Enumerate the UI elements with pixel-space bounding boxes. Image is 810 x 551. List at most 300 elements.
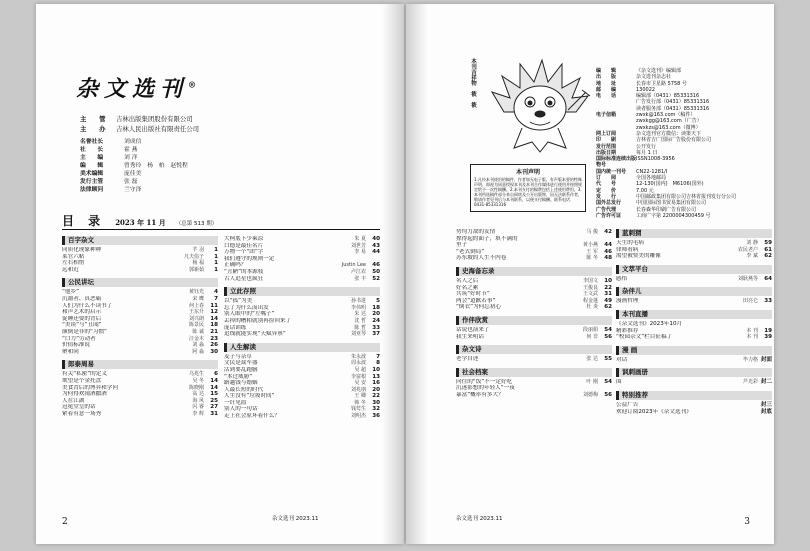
toc-entry[interactable] [62, 260, 218, 267]
entry-author: 王东升 [188, 309, 204, 316]
entry-page: 13 [372, 373, 380, 380]
toc-section [62, 236, 218, 273]
entry-page: 10 [372, 366, 380, 373]
entry-author: 张 丰 [354, 275, 366, 282]
section-heading: 杂伴儿 [616, 287, 772, 296]
entry-author: 乌兆生 [188, 371, 204, 378]
entry-title: 莱官六帖 [62, 253, 85, 260]
entry-title: 精彩推荐 [616, 327, 639, 334]
entry-page: 26 [210, 342, 218, 349]
entry-page: 14 [210, 384, 218, 391]
entry-title: 我生来明话 [456, 333, 484, 340]
entry-title: 我们遵守的规则一定 [224, 255, 275, 262]
toc-entry[interactable] [62, 289, 218, 296]
toc-section [62, 278, 218, 355]
toc-entry[interactable] [224, 380, 380, 387]
entry-page: 52 [372, 275, 380, 282]
info-label: 国内统一刊号 [596, 168, 627, 175]
entry-author: 海 风 [192, 397, 204, 404]
toc-column-3 [456, 229, 612, 404]
info-row [80, 186, 330, 194]
entry-title: 为何得欢闹酒撒酒 [62, 391, 107, 398]
toc-column-2 [224, 236, 380, 425]
entry-title: 美食背后的博弈和学问 [62, 384, 118, 391]
entry-author: 王文武 [582, 291, 598, 298]
toc-title: 目 录 [62, 214, 106, 228]
section-heading: 作伴欣赏 [456, 316, 612, 325]
entry-author: 沈 哲 [354, 317, 366, 324]
toc-section [224, 343, 380, 420]
toc-entry[interactable] [224, 269, 380, 276]
entry-page: 15 [210, 391, 218, 398]
toc-entry[interactable] [224, 367, 380, 374]
entry-author: 刘 淼 [192, 342, 204, 349]
entry-author: 李伟明 [350, 304, 366, 311]
info-label: 国外总发行 [596, 200, 622, 207]
entry-title: 聚和同 [62, 348, 79, 355]
toc-entry[interactable] [224, 262, 380, 269]
toc-entry[interactable] [62, 342, 218, 349]
publication-info [596, 68, 756, 219]
toc-section [616, 287, 772, 305]
toc-entry[interactable] [616, 240, 772, 247]
toc-entry[interactable] [62, 329, 218, 336]
entry-author: 黄钰光 [188, 289, 204, 296]
section-heading: 本刊直播 [616, 310, 772, 319]
entry-title: 公益广告 [616, 401, 639, 408]
toc-entry[interactable] [62, 309, 218, 316]
section-heading: 杂文诗 [456, 345, 612, 354]
entry-page: 40 [372, 236, 380, 242]
toc-section [616, 346, 772, 364]
entry-page: 16 [372, 380, 380, 387]
toc-entry[interactable] [616, 402, 772, 409]
entry-author: 钱莺生 [350, 406, 366, 413]
entry-title: 天生的毛病 [616, 240, 644, 246]
entry-author: 吴 超 [354, 366, 366, 373]
toc-entry[interactable] [616, 276, 772, 283]
entry-page: 10 [604, 277, 612, 284]
info-value: 霍 燕 [124, 147, 138, 153]
entry-author: 吴 冬 [192, 377, 204, 384]
hedgehog-mascot-icon [484, 52, 594, 156]
entry-page: 31 [210, 410, 218, 417]
info-row [80, 124, 330, 134]
entry-page: 49 [604, 297, 612, 304]
entry-page: 46 [372, 262, 380, 269]
info-value: 庞佳美 [124, 171, 142, 177]
entry-author: 王俊良 [582, 284, 598, 291]
page-number: 2 [62, 517, 68, 527]
entry-author: 宋 鹰 [192, 295, 204, 302]
toc-entry[interactable] [62, 378, 218, 385]
entry-title: 有关“私密”的定义 [62, 371, 107, 378]
info-label: 社 长 [80, 147, 104, 153]
entry-title: 势均力敌的友情 [456, 229, 496, 235]
issue-date: 2023 年 11 月 [115, 218, 166, 227]
entry-title: 别人眼中的“左嘴子” [224, 311, 275, 318]
toc-section [616, 368, 772, 386]
toc-entry[interactable] [62, 404, 218, 411]
entry-page: 30 [210, 348, 218, 355]
toc-entry[interactable] [456, 229, 612, 236]
entry-author: 周永波 [350, 360, 366, 367]
info-value: 刘 洋 [124, 155, 138, 161]
toc-entry[interactable] [62, 391, 218, 398]
toc-entry[interactable] [224, 318, 380, 325]
entry-title: 暴富”概率有多大？ [456, 391, 504, 398]
section-heading: 蓝刺猬 [616, 229, 772, 238]
entry-page: 62 [764, 253, 772, 260]
entry-title: 价值标准说 [62, 342, 90, 349]
entry-page: 59 [764, 240, 772, 246]
info-label: 主 办 [80, 125, 106, 133]
entry-page: 56 [604, 391, 612, 398]
entry-author: 本 刊 [746, 334, 758, 341]
entry-author: 陈 冬 [586, 255, 598, 262]
toc-entry[interactable] [62, 371, 218, 378]
entry-author: 本 刊 [746, 327, 758, 334]
entry-author: 郭新茹 [188, 266, 204, 273]
info-value: 兰守泽 [124, 187, 142, 193]
entry-author: 陈晓刚 [188, 384, 204, 391]
info-row [80, 146, 330, 154]
toc-entry[interactable] [456, 385, 612, 392]
toc-entry[interactable] [616, 334, 772, 341]
entry-author: 李 易 [354, 249, 366, 256]
entry-author: 何 非 [586, 333, 598, 340]
entry-title: 围 [616, 379, 622, 386]
toc-entry[interactable] [224, 236, 380, 243]
toc-entry[interactable] [456, 291, 612, 298]
info-value: 曾秀玲 杨 柏 赵悦程 [124, 163, 188, 169]
entry-author: 韩 冬 [354, 399, 366, 406]
entry-title: 麦子与杂草 [224, 353, 252, 360]
section-heading: 人生解读 [224, 343, 380, 352]
info-label: 主 管 [80, 115, 106, 123]
toc-entry[interactable] [616, 409, 772, 416]
entry-page: 23 [210, 335, 218, 342]
entry-title: 丢掉的糟粕就别再捡回来了 [224, 317, 292, 324]
entry-author: 阿 淼 [192, 348, 204, 355]
toc-section [616, 310, 772, 341]
entry-page: 18 [210, 322, 218, 329]
info-label: 代 号 [596, 181, 617, 188]
entry-title: 共筑“好时节” [456, 291, 490, 298]
entry-author: 刘明杰 [350, 413, 366, 420]
entry-page: 46 [604, 248, 612, 255]
entry-author: 王 卿 [354, 393, 366, 400]
notice-text: 1.凡经本刊使用的稿件，作者如无电子版、有声版本要的特殊声明，即视为同意授权本刊及本刊合作媒体进行使用并按照规定给予一次性稿酬。2.本刊支付的稿费包括上述使用费用。3.本刊所选稿件部分来自网络及公开出版物，因无法联系作者，敬请作者见刊后与本刊联系，以便支付稿酬。联系电话：0431-85331316 [474, 177, 582, 207]
entry-title: 远和近 [62, 266, 79, 273]
section-heading: 特别推荐 [616, 391, 772, 400]
section-heading: 史海备忘录 [456, 267, 612, 276]
entry-title: 里子 [456, 242, 468, 249]
entry-author: 李国文 [582, 277, 598, 284]
section-heading: 文萃平台 [616, 265, 772, 274]
toc-entry[interactable] [224, 311, 380, 318]
entry-page: 56 [604, 333, 612, 340]
entry-page: 42 [604, 229, 612, 235]
entry-page: 20 [372, 386, 380, 393]
toc-entry[interactable] [456, 255, 612, 262]
info-row [80, 162, 330, 170]
info-value: zwxkzs@163.com（微博） [636, 124, 701, 131]
entry-title: 颠倒是非的“习惯” [62, 328, 107, 335]
info-value: 刘成信 [124, 139, 142, 145]
info-label: 定 价 [596, 187, 617, 194]
toc-section [616, 391, 772, 415]
entry-author: 刘 静 [746, 240, 758, 246]
info-value: 7.00 元 [636, 187, 654, 194]
info-value: 读者服务部（0431）85331316 [636, 105, 710, 112]
toc-entry[interactable] [224, 256, 380, 263]
info-row [80, 178, 330, 186]
entry-page: 48 [604, 255, 612, 262]
info-value: 每月 1 日 [636, 149, 658, 156]
entry-title: 好名之累 [456, 284, 479, 291]
info-label: 编 辑 [596, 68, 617, 74]
toc-section [456, 267, 612, 311]
logo-text: 杂文选刊 [76, 76, 189, 102]
entry-author: 刘兴朗 [188, 315, 204, 322]
entry-page: 30 [372, 399, 380, 406]
info-label: 主 编 [80, 155, 104, 161]
info-value: 吉林省吉广国际广告股份有限公司 [636, 137, 712, 144]
section-heading: 社会档案 [456, 368, 612, 377]
entry-page: 33 [372, 324, 380, 331]
toc-section [616, 229, 772, 260]
entry-title: 和声艺术的启示 [62, 309, 102, 316]
entry-page: 64 [764, 275, 772, 282]
toc-entry[interactable] [62, 296, 218, 303]
section-heading: 郎泰周易 [62, 360, 218, 369]
toc-entry[interactable] [62, 322, 218, 329]
entry-title: 口德是最佳名片 [224, 242, 264, 249]
toc-entry[interactable] [616, 298, 772, 305]
info-label: 法律顾问 [80, 187, 104, 193]
entry-title: 名人之后 [456, 277, 479, 284]
toc-entry[interactable] [616, 321, 772, 328]
toc-entry[interactable] [224, 393, 380, 400]
toc-entry[interactable] [456, 242, 612, 249]
entry-title: 话说也演来了 [456, 326, 490, 333]
toc-entry[interactable] [224, 331, 380, 338]
entry-author: 张 达 [586, 356, 598, 363]
entry-title: 走上社会原坏着什么？ [224, 413, 280, 420]
entry-page: 50 [372, 268, 380, 275]
notice-title: 本刊声明 [515, 169, 540, 176]
entry-title: “他乡” [62, 289, 79, 296]
entry-title: 《杂文选刊》2023年10月 [616, 320, 683, 327]
toc-entry[interactable] [616, 357, 772, 364]
notice-box [470, 164, 586, 212]
info-row [596, 213, 756, 219]
entry-author: 芦光彩 [742, 379, 758, 386]
entry-author: 李 斌 [746, 253, 758, 260]
info-label: 美术编辑 [80, 171, 104, 177]
entry-title: 左右相惜 [62, 260, 85, 267]
toc-entry[interactable] [456, 327, 612, 334]
info-label: 邮 编 [596, 86, 617, 93]
entry-title: 两会“道歉若事” [456, 297, 496, 304]
entry-page: 19 [764, 327, 772, 334]
entry-title: 促睡还要的背后 [62, 315, 102, 322]
entry-title: 紧着有意一场秀 [62, 410, 102, 417]
info-label: 电子信箱 [596, 112, 617, 119]
entry-page: 7 [214, 295, 218, 302]
mascot-caption: 本刊吉祥物 筱 筱 [470, 58, 476, 108]
entry-author: 孙书进 [350, 298, 366, 305]
entry-title: 律师看病 [616, 246, 639, 253]
entry-title: 忘了为什么而出发 [224, 304, 269, 311]
entry-author: Justin Lee [341, 262, 366, 269]
info-label: 广告代理 [596, 206, 617, 213]
toc-entry[interactable] [616, 379, 772, 386]
toc-header [62, 216, 380, 230]
entry-page: 封面 [760, 356, 772, 363]
entry-title: 向往的“饭”不一定好吃 [456, 378, 513, 385]
entry-page: 5 [376, 298, 380, 305]
entry-page: 封三 [760, 401, 772, 408]
entry-author: 朱 夏 [354, 236, 366, 242]
info-label: 电 话 [596, 93, 617, 100]
entry-title: “校园杂文”栏目征稿了 [616, 334, 673, 341]
right-page [406, 4, 774, 544]
entry-author: 芊 羽 [192, 247, 204, 253]
toc-entry[interactable] [224, 298, 380, 305]
entry-page: 54 [604, 326, 612, 333]
info-value: 130022 [636, 86, 656, 93]
info-value: 吉林人民出版社有限责任公司 [116, 125, 200, 133]
toc-entry[interactable] [62, 349, 218, 356]
info-value: 编辑部（0431）85331316 [636, 93, 700, 100]
entry-page: 封二 [760, 379, 772, 386]
entry-title: 对话 [616, 356, 628, 363]
entry-title: “口力”劳动者 [62, 335, 96, 342]
entry-page: 18 [372, 304, 380, 311]
entry-author: 农民老户 [737, 246, 758, 253]
entry-author: 刘兆朋 [350, 386, 366, 393]
toc-entry[interactable] [224, 413, 380, 420]
info-label: 出版日期 [596, 149, 617, 156]
magazine-logo [76, 72, 196, 103]
info-value: 《杂文选刊》编辑部 [636, 68, 682, 74]
entry-page: 61 [764, 246, 772, 253]
entry-page: 36 [372, 413, 380, 420]
toc-entry[interactable] [616, 253, 772, 260]
toc-entry[interactable] [456, 356, 612, 363]
left-page [36, 4, 404, 544]
entry-page: 20 [372, 311, 380, 318]
toc-entry[interactable] [456, 334, 612, 341]
info-label: 地 址 [596, 80, 617, 87]
entry-title: 文民是裁车器 [224, 360, 258, 367]
info-label: 编 辑 [80, 163, 104, 169]
entry-page: 25 [210, 397, 218, 404]
info-value: 中国邮政集团有限公司吉林省报刊发行分公司 [636, 193, 737, 200]
entry-title: 正确吗？ [224, 262, 247, 269]
entry-title: 活到要乱跑脑 [224, 366, 258, 373]
toc-entry[interactable] [456, 379, 612, 386]
entry-author: 闪 睿 [192, 404, 204, 411]
info-row [596, 156, 756, 169]
toc-section [456, 229, 612, 262]
info-label: 印 刷 [596, 137, 617, 144]
info-label: 国际标准连续出版物号 [596, 156, 637, 169]
toc-entry[interactable] [456, 304, 612, 311]
entry-page: 封底 [760, 408, 772, 415]
entry-author: 陈 诚 [192, 328, 204, 335]
toc-entry[interactable] [224, 276, 380, 283]
info-value: 杂文选刊官方微信：读策天下 [636, 130, 702, 137]
toc-entry[interactable] [62, 411, 218, 418]
info-label: 出 版 [596, 74, 617, 81]
entry-author: 凡夫俗子 [183, 253, 204, 260]
entry-author: 刘耿燕等 [737, 275, 758, 282]
entry-page: 24 [372, 317, 380, 324]
entry-author: 杨 福 [192, 260, 204, 267]
entry-author: 卢江农 [350, 268, 366, 275]
entry-page: 55 [604, 356, 612, 363]
entry-page: 1 [214, 266, 218, 273]
entry-title: 漫画哲理 [616, 298, 639, 305]
info-row [80, 154, 330, 162]
toc-section [456, 345, 612, 363]
entry-page: 27 [210, 404, 218, 411]
entry-page: 14 [210, 377, 218, 384]
entry-author: 陈 哲 [354, 324, 366, 331]
page-number: 3 [744, 517, 750, 527]
entry-author: 刘世芳 [350, 242, 366, 249]
entry-page: 22 [372, 393, 380, 400]
toc-entry[interactable] [62, 247, 218, 254]
entry-title: 以“孤”为美 [224, 298, 253, 305]
entry-author: 段丽娟 [582, 326, 598, 333]
toc-section [62, 360, 218, 417]
sponsor-block [80, 114, 330, 134]
entry-page: 21 [210, 328, 218, 335]
entry-page: 22 [604, 284, 612, 291]
entry-page: 32 [372, 406, 380, 413]
info-label: 发行主管 [80, 179, 104, 185]
toc-entry[interactable] [224, 249, 380, 256]
entry-author: 马 俊 [586, 229, 598, 235]
entry-title: “老式倒局” [456, 248, 485, 255]
toc-entry[interactable] [456, 392, 612, 399]
section-heading: 百字杂文 [62, 236, 218, 245]
entry-title: “丑陋”的本源枝 [224, 268, 264, 275]
section-heading: 漫 画 [616, 346, 772, 355]
entry-page: 31 [604, 291, 612, 298]
toc-entry[interactable] [224, 360, 380, 367]
info-value: ISSN1008-3956 [636, 156, 675, 163]
toc-column-1 [62, 236, 218, 422]
entry-author: 汪金木 [188, 335, 204, 342]
info-value: 长春森华印刷广告有限公司 [636, 206, 697, 213]
toc-section [224, 236, 380, 282]
info-label: 发 行 [596, 193, 617, 200]
toc-entry[interactable] [62, 267, 218, 274]
toc-section [456, 316, 612, 340]
entry-page: 4 [214, 289, 218, 296]
toc-entry[interactable] [456, 278, 612, 285]
entry-author: 叶 刚 [586, 378, 598, 385]
info-label: 名誉社长 [80, 139, 104, 145]
entry-title: “美谈”与“丑闻” [62, 322, 102, 329]
entry-author: 李富根 [350, 373, 366, 380]
entry-page: 7 [376, 353, 380, 360]
